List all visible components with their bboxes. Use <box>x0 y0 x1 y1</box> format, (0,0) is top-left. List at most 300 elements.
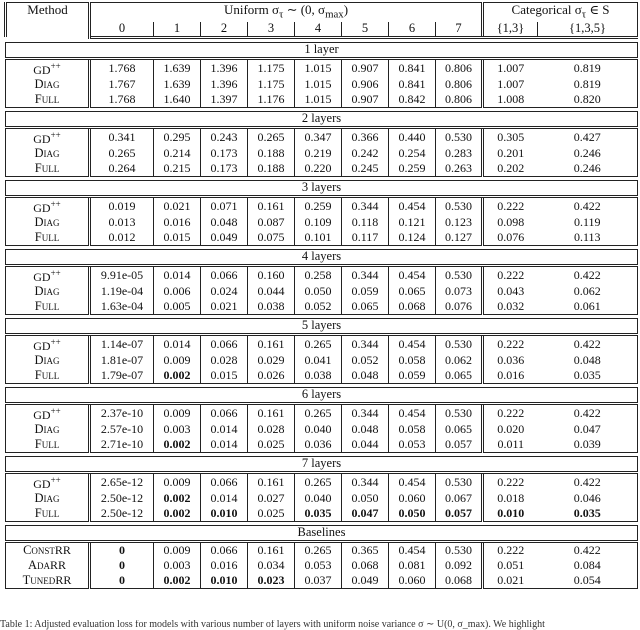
value-cell: 0.067 <box>445 490 472 505</box>
header-row-2 <box>6 22 638 38</box>
section-title: 7 layers <box>6 456 638 472</box>
results-table <box>4 2 638 589</box>
value-cell: 0.003 <box>154 558 201 573</box>
value-cell: 0.907 <box>342 58 389 77</box>
table-row <box>6 368 638 384</box>
value-cell: 0.010 <box>201 573 248 589</box>
value-cell: 1.015 <box>295 58 342 77</box>
value-cell: 2.50e-12 <box>90 491 154 506</box>
value-cell: 0.043 <box>483 284 538 299</box>
value-cell: 0.015 <box>154 230 201 246</box>
value-cell: 0.073 <box>445 283 472 298</box>
section-title-row <box>6 318 638 334</box>
section-title-row <box>6 525 638 541</box>
value-cell: 0.263 <box>436 161 483 177</box>
value-cell: 1.175 <box>248 77 295 92</box>
value-cell: 0.037 <box>295 573 342 589</box>
table-row <box>6 353 638 368</box>
value-cell: 0.084 <box>538 558 638 573</box>
value-cell: 0.039 <box>538 437 638 453</box>
value-cell: 0.021 <box>154 196 201 215</box>
value-cell: 0.002 <box>154 437 201 453</box>
value-cell: 0.059 <box>342 284 389 299</box>
value-cell: 0.222 <box>483 334 538 353</box>
value-cell: 0.034 <box>248 558 295 573</box>
value-cell: 0.283 <box>445 145 472 160</box>
value-cell: 0.049 <box>342 573 389 589</box>
value-cell: 0.046 <box>538 491 638 506</box>
value-cell: 1.639 <box>154 77 201 92</box>
value-cell: 0.806 <box>445 60 472 75</box>
value-cell: 0.819 <box>538 58 638 77</box>
value-cell: 2.65e-12 <box>90 472 154 491</box>
value-cell: 0.076 <box>483 230 538 246</box>
value-cell: 0.219 <box>295 146 342 161</box>
value-cell: 0.254 <box>389 146 436 161</box>
value-cell: 0.215 <box>154 161 201 177</box>
value-cell: 0.065 <box>436 368 483 384</box>
value-cell: 0.201 <box>483 146 538 161</box>
value-cell: 0.113 <box>538 230 638 246</box>
value-cell: 0.071 <box>201 196 248 215</box>
value-cell: 9.91e-05 <box>90 265 154 284</box>
value-cell: 0.530 <box>445 405 472 420</box>
method-cell: Diag <box>6 77 90 92</box>
value-cell: 0.044 <box>248 284 295 299</box>
value-cell: 0.025 <box>248 437 295 453</box>
header-row-1 <box>6 3 638 22</box>
value-cell: 1.015 <box>295 92 342 108</box>
value-cell: 0.454 <box>389 196 436 215</box>
value-cell: 0.021 <box>483 573 538 589</box>
value-cell: 1.79e-07 <box>90 368 154 384</box>
value-cell: 0.014 <box>201 437 248 453</box>
value-cell: 0.057 <box>436 506 483 522</box>
method-cell: GD++ <box>6 196 90 215</box>
value-cell: 1.767 <box>90 77 154 92</box>
value-cell: 0.820 <box>538 92 638 108</box>
value-cell: 0.051 <box>483 558 538 573</box>
value-cell: 0.161 <box>248 541 295 558</box>
column-header: 3 <box>248 22 295 38</box>
value-cell: 0.124 <box>389 230 436 246</box>
table-row <box>6 92 638 108</box>
table-row <box>6 146 638 161</box>
section-title-row <box>6 180 638 196</box>
table-row <box>6 403 638 422</box>
value-cell: 0.035 <box>295 506 342 522</box>
value-cell: 1.639 <box>154 58 201 77</box>
value-cell: 0.365 <box>342 541 389 558</box>
section-title: 6 layers <box>6 387 638 403</box>
value-cell: 0.222 <box>483 196 538 215</box>
value-cell: 0.062 <box>445 352 472 367</box>
value-cell: 0.041 <box>295 353 342 368</box>
value-cell: 0.068 <box>436 573 483 589</box>
value-cell: 0.058 <box>389 422 436 437</box>
value-cell: 0.027 <box>248 491 295 506</box>
value-cell: 1.015 <box>295 77 342 92</box>
categorical-header: Categorical $\sigma_\tau$ ∈ S <box>483 3 638 22</box>
value-cell: 0.075 <box>248 230 295 246</box>
value-cell: 0.243 <box>201 127 248 146</box>
value-cell: 0.454 <box>389 472 436 491</box>
value-cell: 0.806 <box>445 76 472 91</box>
value-cell: 0.013 <box>90 215 154 230</box>
value-cell: 0.222 <box>483 541 538 558</box>
value-cell: 0.087 <box>248 215 295 230</box>
value-cell: 0.012 <box>90 230 154 246</box>
value-cell: 1.008 <box>483 92 538 108</box>
value-cell: 0.023 <box>248 573 295 589</box>
table-caption: Table 1: Adjusted evaluation loss for models with various number of layers with uniform noise variance σ ∼ U(0, σ_max). We highlight <box>0 620 545 630</box>
value-cell: 0.038 <box>295 368 342 384</box>
section-title: 4 layers <box>6 249 638 265</box>
method-cell: AdaRR <box>6 558 90 573</box>
value-cell: 0.246 <box>538 146 638 161</box>
value-cell: 0.220 <box>295 161 342 177</box>
method-cell: Diag <box>6 422 90 437</box>
value-cell: 0.530 <box>445 198 472 213</box>
value-cell: 0.019 <box>90 196 154 215</box>
value-cell: 0.052 <box>342 353 389 368</box>
value-cell: 2.57e-10 <box>90 422 154 437</box>
value-cell: 0.038 <box>248 299 295 315</box>
value-cell: 0.161 <box>248 403 295 422</box>
value-cell: 0.009 <box>154 541 201 558</box>
value-cell: 0.066 <box>201 472 248 491</box>
value-cell: 0.530 <box>445 542 472 557</box>
value-cell: 0.258 <box>295 265 342 284</box>
value-cell: 0.009 <box>154 353 201 368</box>
value-cell: 0.002 <box>154 573 201 589</box>
value-cell: 0.841 <box>389 58 436 77</box>
value-cell: 0.059 <box>389 368 436 384</box>
value-cell: 0.265 <box>295 472 342 491</box>
table-row <box>6 58 638 77</box>
value-cell: 0.440 <box>389 127 436 146</box>
value-cell: 0 <box>90 558 154 573</box>
value-cell: 0.057 <box>436 437 483 453</box>
column-header: {1,3,5} <box>538 22 638 38</box>
value-cell: 0.035 <box>538 368 638 384</box>
value-cell: 1.007 <box>483 77 538 92</box>
value-cell: 0.052 <box>295 299 342 315</box>
value-cell: 1.176 <box>248 92 295 108</box>
value-cell: 0.068 <box>342 558 389 573</box>
method-cell: GD++ <box>6 58 90 77</box>
value-cell: 0.009 <box>154 403 201 422</box>
column-header: 7 <box>436 22 483 38</box>
method-cell: Diag <box>6 146 90 161</box>
value-cell: 0.021 <box>201 299 248 315</box>
value-cell: 0.265 <box>295 541 342 558</box>
method-cell: Diag <box>6 284 90 299</box>
value-cell: 0.841 <box>389 77 436 92</box>
table-row <box>6 422 638 437</box>
value-cell: 0.065 <box>445 421 472 436</box>
value-cell: 0.127 <box>436 230 483 246</box>
value-cell: 0.344 <box>342 403 389 422</box>
value-cell: 1.397 <box>201 92 248 108</box>
value-cell: 2.71e-10 <box>90 437 154 453</box>
value-cell: 0.161 <box>248 196 295 215</box>
value-cell: 0.344 <box>342 472 389 491</box>
value-cell: 0.422 <box>538 472 638 491</box>
method-cell: GD++ <box>6 472 90 491</box>
value-cell: 0.422 <box>538 196 638 215</box>
value-cell: 0.050 <box>295 284 342 299</box>
value-cell: 0.265 <box>295 403 342 422</box>
section-title-row <box>6 42 638 58</box>
value-cell: 0.002 <box>154 491 201 506</box>
value-cell: 0.066 <box>201 334 248 353</box>
value-cell: 0.222 <box>483 265 538 284</box>
value-cell: 0.530 <box>445 129 472 144</box>
value-cell: 0.188 <box>248 146 295 161</box>
value-cell: 0.119 <box>538 215 638 230</box>
value-cell: 0.044 <box>342 437 389 453</box>
value-cell: 0.341 <box>90 127 154 146</box>
value-cell: 0.118 <box>342 215 389 230</box>
value-cell: 0.058 <box>389 353 436 368</box>
value-cell: 0.061 <box>538 299 638 315</box>
value-cell: 0.025 <box>248 506 295 522</box>
value-cell: 0.081 <box>389 558 436 573</box>
value-cell: 0.062 <box>538 284 638 299</box>
table-row <box>6 284 638 299</box>
method-cell: TunedRR <box>6 573 90 589</box>
value-cell: 1.81e-07 <box>90 353 154 368</box>
value-cell: 0.098 <box>483 215 538 230</box>
value-cell: 0.161 <box>248 334 295 353</box>
value-cell: 0.068 <box>389 299 436 315</box>
value-cell: 0.014 <box>201 422 248 437</box>
method-cell: ConstRR <box>6 541 90 558</box>
method-cell: Full <box>6 161 90 177</box>
value-cell: 0.427 <box>538 127 638 146</box>
value-cell: 0.066 <box>201 265 248 284</box>
value-cell: 0.076 <box>436 299 483 315</box>
table-row <box>6 491 638 506</box>
value-cell: 0.015 <box>201 368 248 384</box>
value-cell: 0.222 <box>483 472 538 491</box>
section-title-row <box>6 387 638 403</box>
value-cell: 0.049 <box>201 230 248 246</box>
table-row <box>6 437 638 453</box>
value-cell: 1.640 <box>154 92 201 108</box>
value-cell: 0.344 <box>342 196 389 215</box>
column-header: {1,3} <box>483 22 538 38</box>
value-cell: 0.265 <box>295 334 342 353</box>
value-cell: 0.305 <box>483 127 538 146</box>
method-cell: Full <box>6 368 90 384</box>
value-cell: 0.422 <box>538 265 638 284</box>
value-cell: 0.024 <box>201 284 248 299</box>
value-cell: 0.065 <box>389 284 436 299</box>
value-cell: 0.347 <box>295 127 342 146</box>
value-cell: 0.454 <box>389 403 436 422</box>
value-cell: 0.530 <box>445 267 472 282</box>
value-cell: 0.245 <box>342 161 389 177</box>
value-cell: 0.530 <box>445 336 472 351</box>
value-cell: 0.173 <box>201 161 248 177</box>
value-cell: 0.366 <box>342 127 389 146</box>
value-cell: 0.422 <box>538 403 638 422</box>
value-cell: 0.028 <box>201 353 248 368</box>
value-cell: 0.202 <box>483 161 538 177</box>
value-cell: 0.036 <box>295 437 342 453</box>
value-cell: 1.007 <box>483 58 538 77</box>
value-cell: 0.060 <box>389 491 436 506</box>
table-row <box>6 215 638 230</box>
value-cell: 0.036 <box>483 353 538 368</box>
method-cell: Full <box>6 437 90 453</box>
value-cell: 0.907 <box>342 92 389 108</box>
value-cell: 0.003 <box>154 422 201 437</box>
method-cell: Diag <box>6 353 90 368</box>
method-cell: Diag <box>6 491 90 506</box>
value-cell: 0.259 <box>295 196 342 215</box>
value-cell: 0.016 <box>483 368 538 384</box>
section-title: Baselines <box>6 525 638 541</box>
value-cell: 0.009 <box>154 472 201 491</box>
value-cell: 0.040 <box>295 491 342 506</box>
method-cell: Full <box>6 299 90 315</box>
value-cell: 0.422 <box>538 334 638 353</box>
method-cell: GD++ <box>6 127 90 146</box>
value-cell: 0.053 <box>295 558 342 573</box>
table-row <box>6 230 638 246</box>
value-cell: 0.214 <box>154 146 201 161</box>
column-header: 4 <box>295 22 342 38</box>
value-cell: 0.028 <box>248 422 295 437</box>
value-cell: 0.530 <box>445 474 472 489</box>
method-cell: Full <box>6 92 90 108</box>
value-cell: 0.121 <box>389 215 436 230</box>
value-cell: 0.101 <box>295 230 342 246</box>
table-row <box>6 472 638 491</box>
value-cell: 0.048 <box>342 422 389 437</box>
value-cell: 2.50e-12 <box>90 506 154 522</box>
table-row <box>6 127 638 146</box>
value-cell: 0.066 <box>201 541 248 558</box>
value-cell: 0.053 <box>389 437 436 453</box>
value-cell: 0.265 <box>90 146 154 161</box>
table-row <box>6 161 638 177</box>
table-row <box>6 573 638 589</box>
value-cell: 1.14e-07 <box>90 334 154 353</box>
method-header: Method <box>6 3 90 38</box>
column-header: 1 <box>154 22 201 38</box>
value-cell: 1.768 <box>90 92 154 108</box>
value-cell: 0.029 <box>248 353 295 368</box>
value-cell: 0.344 <box>342 265 389 284</box>
section-title-row <box>6 456 638 472</box>
table-row <box>6 299 638 315</box>
method-cell: GD++ <box>6 403 90 422</box>
value-cell: 0.014 <box>154 334 201 353</box>
section-title: 5 layers <box>6 318 638 334</box>
column-header: 6 <box>389 22 436 38</box>
section-title: 2 layers <box>6 111 638 127</box>
value-cell: 0.259 <box>389 161 436 177</box>
value-cell: 1.396 <box>201 77 248 92</box>
value-cell: 0.819 <box>538 77 638 92</box>
value-cell: 0.060 <box>389 573 436 589</box>
method-cell: GD++ <box>6 265 90 284</box>
method-cell: Full <box>6 230 90 246</box>
value-cell: 0.454 <box>389 265 436 284</box>
table-row <box>6 558 638 573</box>
table-row <box>6 77 638 92</box>
column-header: 0 <box>90 22 154 38</box>
value-cell: 0.010 <box>483 506 538 522</box>
value-cell: 0.422 <box>538 541 638 558</box>
section-title-row <box>6 111 638 127</box>
value-cell: 1.768 <box>90 58 154 77</box>
value-cell: 0.032 <box>483 299 538 315</box>
value-cell: 0.010 <box>201 506 248 522</box>
value-cell: 0.002 <box>154 368 201 384</box>
section-title: 1 layer <box>6 42 638 58</box>
column-header: 2 <box>201 22 248 38</box>
value-cell: 0.048 <box>538 353 638 368</box>
table-row <box>6 541 638 558</box>
value-cell: 0.173 <box>201 146 248 161</box>
value-cell: 0 <box>90 573 154 589</box>
value-cell: 0.806 <box>436 92 483 108</box>
value-cell: 0.065 <box>342 299 389 315</box>
value-cell: 0.066 <box>201 403 248 422</box>
value-cell: 0.035 <box>538 506 638 522</box>
value-cell: 0.026 <box>248 368 295 384</box>
value-cell: 1.63e-04 <box>90 299 154 315</box>
value-cell: 0.188 <box>248 161 295 177</box>
method-cell: Diag <box>6 215 90 230</box>
value-cell: 0.109 <box>295 215 342 230</box>
uniform-header: Uniform $\sigma_\tau$ ∼ (0, $\sigma_{max}$) <box>90 3 483 22</box>
value-cell: 0.344 <box>342 334 389 353</box>
value-cell: 0.242 <box>342 146 389 161</box>
value-cell: 0.906 <box>342 77 389 92</box>
value-cell: 1.19e-04 <box>90 284 154 299</box>
section-title: 3 layers <box>6 180 638 196</box>
value-cell: 0.020 <box>483 422 538 437</box>
value-cell: 0.048 <box>201 215 248 230</box>
value-cell: 0 <box>90 541 154 558</box>
value-cell: 0.264 <box>90 161 154 177</box>
value-cell: 1.396 <box>201 58 248 77</box>
value-cell: 0.048 <box>342 368 389 384</box>
value-cell: 0.018 <box>483 491 538 506</box>
value-cell: 0.092 <box>445 557 472 572</box>
value-cell: 0.050 <box>342 491 389 506</box>
value-cell: 0.117 <box>342 230 389 246</box>
value-cell: 0.054 <box>538 573 638 589</box>
value-cell: 0.050 <box>389 506 436 522</box>
value-cell: 0.222 <box>483 403 538 422</box>
value-cell: 0.123 <box>445 214 472 229</box>
value-cell: 0.005 <box>154 299 201 315</box>
section-title-row <box>6 249 638 265</box>
value-cell: 0.016 <box>201 558 248 573</box>
value-cell: 0.161 <box>248 472 295 491</box>
method-cell: GD++ <box>6 334 90 353</box>
value-cell: 0.014 <box>154 265 201 284</box>
value-cell: 0.047 <box>538 422 638 437</box>
value-cell: 0.246 <box>538 161 638 177</box>
